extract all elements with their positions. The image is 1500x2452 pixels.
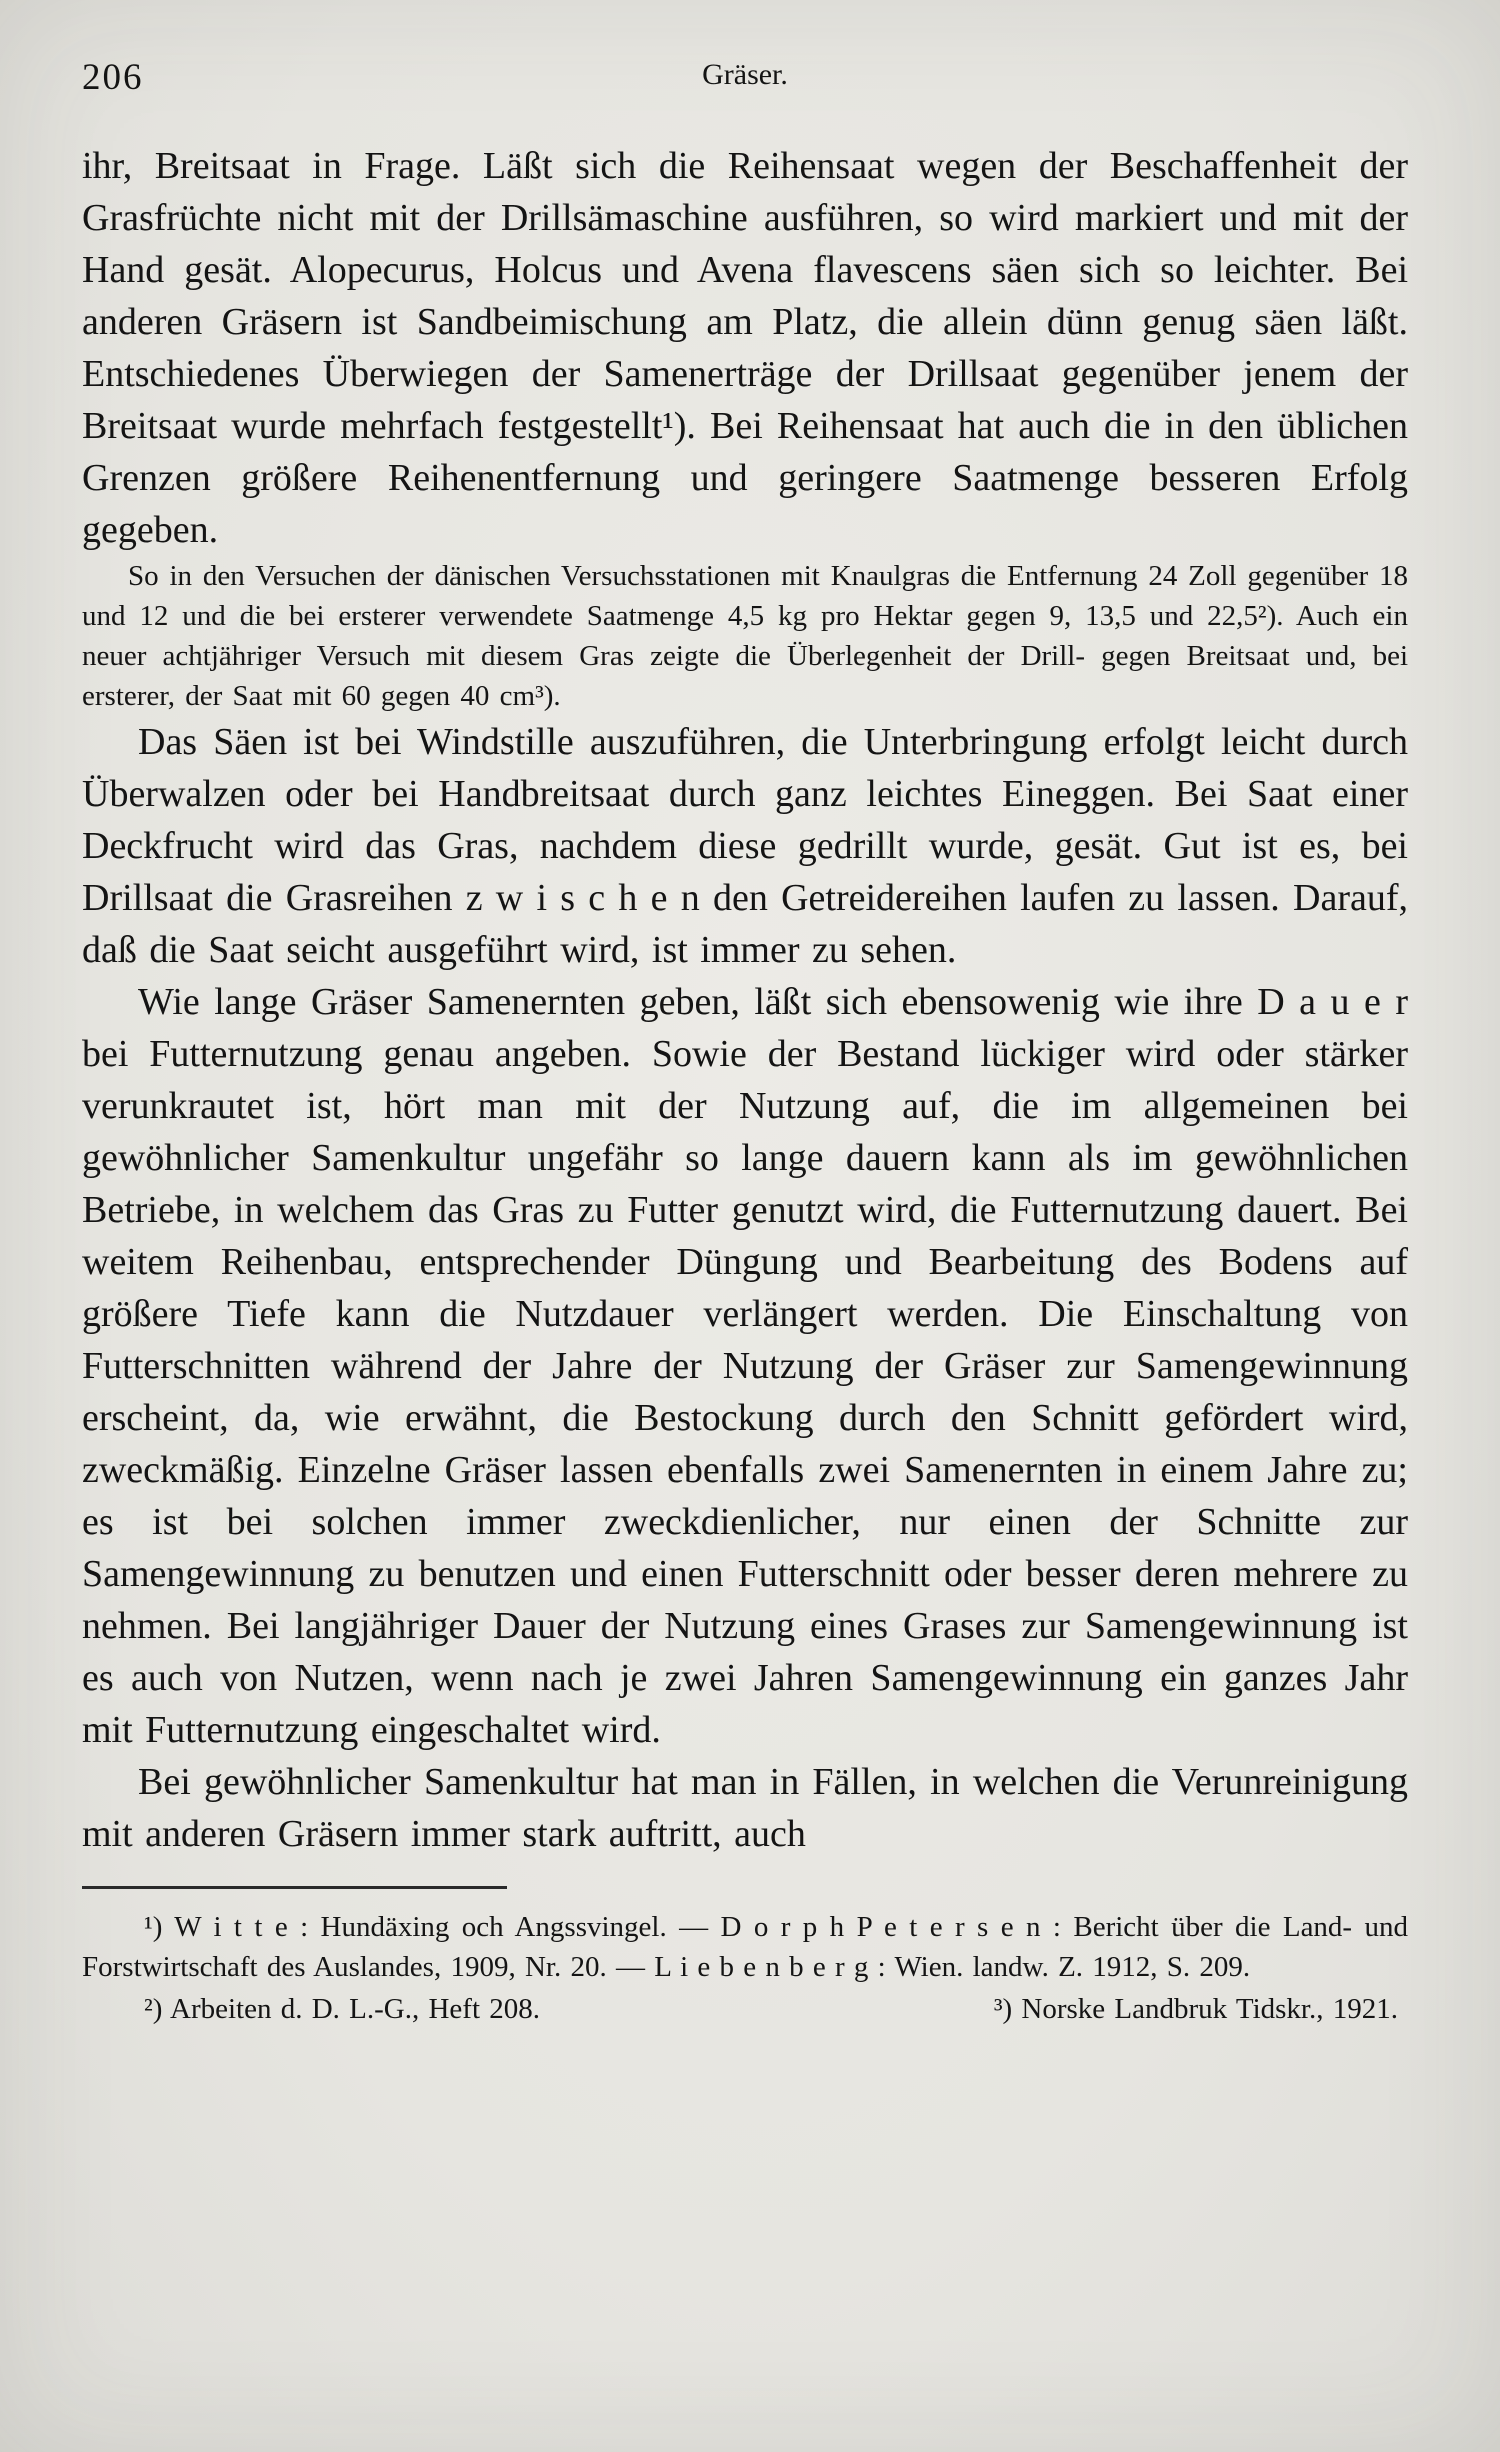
- paragraph-continuation: ihr, Breitsaat in Frage. Läßt sich die Reihensaat wegen der Beschaffenheit der Grasfrüchte nicht mit der Drillsämaschine ausführen, so wird markiert und mit der Hand gesät. Alopecurus, Holcus und Avena flavescens säen sich so leichter. Bei anderen Gräsern ist Sandbeimischung am Platz, die allein dünn genug säen läßt. Entschiedenes Überwiegen der Samenerträge der Drillsaat gegenüber jenem der Breitsaat wurde mehrfach festgestellt¹). Bei Reihensaat hat auch die in den üblichen Grenzen größere Reihenentfernung und geringere Saatmenge besseren Erfolg gegeben.: [82, 145, 1408, 551]
- paragraph-saeen: Das Säen ist bei Windstille auszuführen, die Unterbringung erfolgt leicht durch Überwalzen oder bei Handbreitsaat durch ganz leichtes Eineggen. Bei Saat einer Deckfrucht wird das Gras, nachdem diese gedrillt wurde, gesät. Gut ist es, bei Drillsaat die Grasreihen z w i s c h e n den Getreidereihen laufen zu lassen. Darauf, daß die Saat seicht ausgeführt wird, ist immer zu sehen.: [82, 721, 1408, 971]
- paragraph-samenernten: Wie lange Gräser Samenernten geben, läßt sich ebensowenig wie ihre D a u e r bei Futternutzung genau angeben. Sowie der Bestand lückiger wird oder stärker verunkrautet ist, hört man mit der Nutzung auf, die im allgemeinen bei gewöhnlicher Samenkultur ungefähr so lange dauern kann als im gewöhnlichen Betriebe, in welchem das Gras zu Futter genutzt wird, die Futternutzung dauert. Bei weitem Reihenbau, entsprechender Düngung und Bearbeitung des Bodens auf größere Tiefe kann die Nutzdauer verlängert werden. Die Einschaltung von Futterschnitten während der Jahre der Nutzung der Gräser zur Samengewinnung erscheint, da, wie erwähnt, die Bestockung durch den Schnitt gefördert wird, zweckmäßig. Einzelne Gräser lassen ebenfalls zwei Samenernten in einem Jahre zu; es ist bei solchen immer zweckdienlicher, nur einen der Schnitte zur Samengewinnung zu benutzen und einen Futterschnitt oder besser deren mehrere zu nehmen. Bei langjähriger Dauer der Nutzung eines Grases zur Samengewinnung ist es auch von Nutzen, wenn nach je zwei Jahren Samengewinnung ein ganzes Jahr mit Futternutzung eingeschaltet wird.: [82, 981, 1408, 1751]
- text-block: [82, 140, 1408, 1860]
- footnote-1: ¹) W i t t e : Hundäxing och Angssvingel. — D o r p h P e t e r s e n : Bericht über die Land- und Forstwirtschaft des Auslandes, 1909, Nr. 20. — L i e b e n b e r g : Wien. landw. Z. 1912, S. 209.: [82, 1911, 1408, 1983]
- paragraph-samenkultur: Bei gewöhnlicher Samenkultur hat man in Fällen, in welchen die Verunreinigung mit anderen Gräsern immer stark auftritt, auch: [82, 1761, 1408, 1855]
- footnote-separator-rule: [82, 1886, 507, 1889]
- footnote-3: ³) Norske Landbruk Tidskr., 1921.: [993, 1993, 1398, 2025]
- page-number: 206: [82, 57, 144, 98]
- footnote-2: ²) Arbeiten d. D. L.-G., Heft 208.: [144, 1993, 540, 2025]
- page-header: [82, 52, 1408, 100]
- paragraph-small-print: So in den Versuchen der dänischen Versuchsstationen mit Knaulgras die Entfernung 24 Zoll gegenüber 18 und 12 und die bei ersterer verwendete Saatmenge 4,5 kg pro Hektar gegen 9, 13,5 und 22,5²). Auch ein neuer achtjähriger Versuch mit diesem Gras zeigte die Überlegenheit der Drill- gegen Breitsaat und, bei ersterer, der Saat mit 60 gegen 40 cm³).: [82, 560, 1408, 712]
- running-head-title: Gräser.: [702, 58, 788, 91]
- footnote-row: [82, 1989, 1408, 2029]
- footnotes-section: [82, 1886, 1408, 2029]
